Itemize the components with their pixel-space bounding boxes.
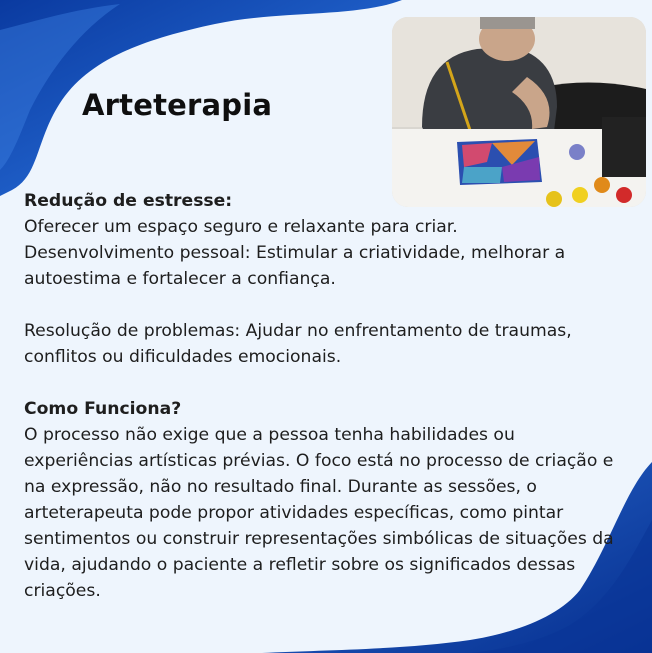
stress-heading: Redução de estresse: bbox=[24, 191, 233, 211]
content-text bbox=[24, 188, 624, 604]
problems-text: Resolução de problemas: Ajudar no enfrentamento de traumas, conflitos ou dificuldades emocionais. bbox=[24, 321, 572, 367]
stress-text: Oferecer um espaço seguro e relaxante para criar. bbox=[24, 217, 458, 237]
art-therapy-photo bbox=[392, 17, 646, 207]
page-title: Arteterapia bbox=[82, 88, 273, 122]
how-text: O processo não exige que a pessoa tenha habilidades ou experiências artísticas prévias. O foco está no processo de criação e na expressão, não no resultado final. Durante as sessões, o arteterapeuta pode propor atividades específicas, como pintar sentimentos ou construir representações simbólicas de situações da vida, ajudando o paciente a refletir sobre os significados dessas criações. bbox=[24, 425, 614, 601]
development-text: Desenvolvimento pessoal: Estimular a criatividade, melhorar a autoestima e fortalecer a confiança. bbox=[24, 243, 566, 289]
how-heading: Como Funciona? bbox=[24, 399, 182, 419]
